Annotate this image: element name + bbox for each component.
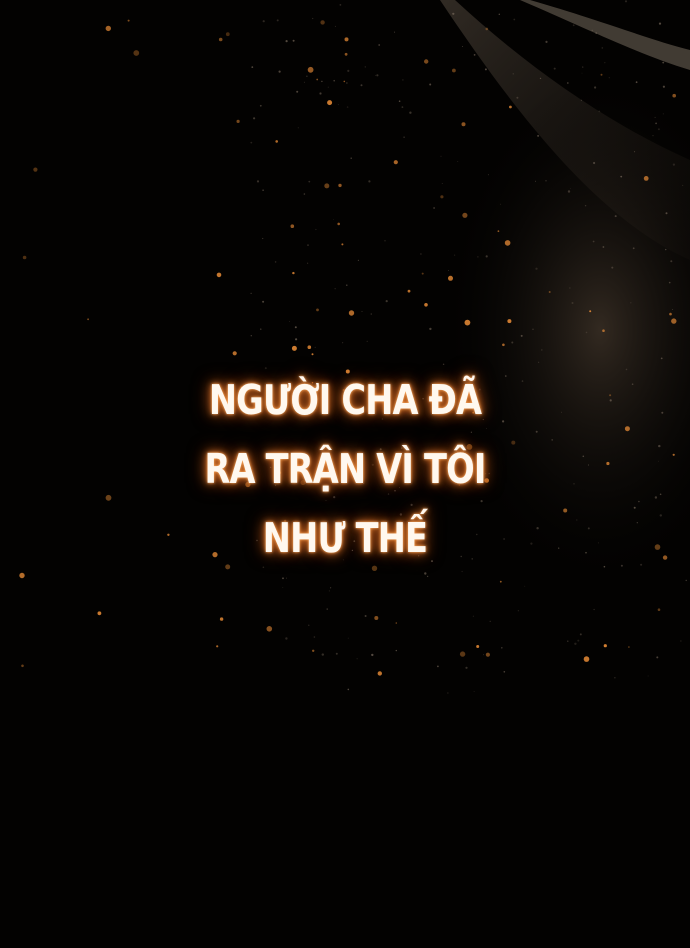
dust-particle bbox=[593, 241, 595, 243]
dust-particle bbox=[535, 268, 537, 270]
ember-particle bbox=[602, 329, 605, 332]
dust-particle bbox=[346, 82, 347, 83]
dust-particle bbox=[602, 47, 604, 49]
dust-particle bbox=[429, 84, 431, 86]
dust-particle bbox=[403, 137, 404, 138]
dust-particle bbox=[558, 548, 559, 549]
dust-particle bbox=[604, 566, 606, 568]
dust-particle bbox=[378, 44, 380, 46]
dust-particle bbox=[574, 483, 575, 484]
ember-particle bbox=[505, 240, 511, 246]
dust-particle bbox=[322, 653, 324, 655]
ember-particle bbox=[216, 645, 218, 647]
ember-particle bbox=[98, 611, 102, 615]
dust-particle bbox=[588, 465, 589, 466]
dust-particle bbox=[661, 358, 663, 360]
ember-particle bbox=[462, 213, 467, 218]
dust-particle bbox=[665, 249, 666, 250]
dust-particle bbox=[409, 112, 411, 114]
ember-particle bbox=[87, 318, 89, 320]
dust-particle bbox=[285, 637, 287, 639]
ember-particle bbox=[502, 344, 505, 347]
ember-particle bbox=[655, 544, 661, 550]
dust-particle bbox=[545, 41, 547, 43]
dust-particle bbox=[540, 78, 541, 79]
dust-particle bbox=[524, 586, 525, 587]
ember-particle bbox=[21, 665, 24, 668]
dust-particle bbox=[658, 445, 660, 447]
dust-particle bbox=[335, 288, 336, 289]
dust-particle bbox=[621, 565, 623, 567]
ember-particle bbox=[476, 645, 479, 648]
dust-particle bbox=[513, 19, 515, 21]
dust-particle bbox=[499, 14, 500, 15]
ember-particle bbox=[422, 273, 424, 275]
ember-particle bbox=[345, 37, 349, 41]
dust-particle bbox=[329, 590, 330, 591]
dust-particle bbox=[583, 456, 585, 458]
ember-particle bbox=[604, 644, 607, 647]
dust-particle bbox=[655, 496, 657, 498]
dust-particle bbox=[279, 71, 281, 73]
ember-particle bbox=[233, 351, 237, 355]
dust-particle bbox=[567, 641, 568, 642]
dust-particle bbox=[304, 82, 305, 83]
ember-particle bbox=[312, 650, 314, 652]
dust-particle bbox=[513, 73, 514, 74]
ember-particle bbox=[19, 573, 24, 578]
dust-particle bbox=[338, 104, 339, 105]
dust-particle bbox=[658, 461, 659, 462]
dust-particle bbox=[518, 610, 519, 611]
dust-particle bbox=[573, 24, 575, 26]
dust-particle bbox=[660, 494, 662, 496]
ember-particle bbox=[408, 290, 411, 293]
ember-particle bbox=[465, 320, 471, 326]
dust-particle bbox=[568, 190, 570, 192]
dust-particle bbox=[574, 643, 576, 645]
dust-particle bbox=[656, 656, 658, 658]
dust-particle bbox=[633, 247, 635, 249]
ember-particle bbox=[324, 183, 329, 188]
dust-particle bbox=[375, 75, 376, 76]
dust-particle bbox=[402, 79, 404, 81]
ember-particle bbox=[549, 291, 551, 293]
ember-particle bbox=[292, 346, 297, 351]
dust-particle bbox=[308, 181, 310, 183]
dust-particle bbox=[626, 369, 628, 371]
dust-particle bbox=[598, 111, 600, 113]
dust-particle bbox=[371, 313, 373, 315]
dust-particle bbox=[347, 106, 349, 108]
dust-particle bbox=[454, 255, 455, 256]
ember-particle bbox=[460, 651, 465, 656]
dust-particle bbox=[535, 181, 536, 182]
ember-particle bbox=[345, 53, 348, 56]
dust-particle bbox=[251, 66, 253, 68]
dust-particle bbox=[614, 677, 615, 678]
ember-particle bbox=[511, 441, 515, 445]
ember-particle bbox=[628, 646, 630, 648]
ember-particle bbox=[167, 534, 169, 536]
dust-particle bbox=[277, 19, 279, 21]
dust-particle bbox=[361, 84, 363, 86]
dust-particle bbox=[532, 329, 533, 330]
dust-particle bbox=[362, 311, 363, 312]
dust-particle bbox=[394, 32, 395, 33]
ember-particle bbox=[507, 319, 511, 323]
dust-particle bbox=[486, 255, 488, 257]
ember-particle bbox=[658, 608, 661, 611]
dust-particle bbox=[289, 321, 290, 322]
dust-particle bbox=[399, 100, 401, 102]
dust-particle bbox=[488, 174, 489, 175]
ember-particle bbox=[669, 313, 672, 316]
dust-particle bbox=[611, 267, 613, 269]
ember-particle bbox=[344, 81, 346, 83]
ember-particle bbox=[341, 243, 343, 245]
dust-particle bbox=[376, 74, 378, 76]
dust-particle bbox=[585, 552, 587, 554]
dust-particle bbox=[603, 246, 605, 248]
ember-particle bbox=[486, 28, 489, 31]
dust-particle bbox=[598, 542, 599, 543]
dust-particle bbox=[462, 46, 463, 47]
ember-particle bbox=[237, 120, 240, 123]
dust-particle bbox=[396, 650, 397, 651]
dust-particle bbox=[251, 293, 252, 294]
ember-particle bbox=[267, 626, 273, 632]
dust-particle bbox=[448, 270, 449, 271]
ember-particle bbox=[320, 20, 324, 24]
dust-particle bbox=[504, 671, 506, 673]
ember-particle bbox=[440, 195, 443, 198]
dust-particle bbox=[593, 162, 595, 164]
dust-particle bbox=[581, 100, 582, 101]
dust-particle bbox=[572, 302, 574, 304]
ember-particle bbox=[644, 176, 649, 181]
dust-particle bbox=[286, 40, 288, 42]
ember-particle bbox=[509, 106, 512, 109]
caption-line-1: NGƯỜI CHA ĐÃ bbox=[208, 376, 482, 424]
ember-particle bbox=[563, 509, 567, 513]
dust-particle bbox=[306, 76, 307, 77]
dust-particle bbox=[567, 82, 569, 84]
ember-particle bbox=[226, 32, 230, 36]
dust-particle bbox=[335, 26, 336, 27]
dust-particle bbox=[660, 514, 662, 516]
dust-particle bbox=[315, 229, 316, 230]
dust-particle bbox=[367, 341, 368, 342]
ember-particle bbox=[349, 310, 354, 315]
dust-particle bbox=[640, 564, 642, 566]
dust-particle bbox=[402, 106, 404, 108]
dust-particle bbox=[490, 621, 491, 622]
dust-particle bbox=[447, 693, 448, 694]
dust-particle bbox=[658, 128, 660, 130]
ember-particle bbox=[308, 67, 314, 73]
ember-particle bbox=[292, 272, 294, 274]
dust-particle bbox=[551, 439, 553, 441]
dust-particle bbox=[586, 332, 588, 334]
dust-particle bbox=[442, 183, 443, 184]
dust-particle bbox=[347, 70, 349, 72]
dust-particle bbox=[260, 105, 262, 107]
dust-particle bbox=[632, 383, 634, 385]
dust-particle bbox=[348, 689, 350, 691]
dust-particle bbox=[250, 142, 252, 144]
dust-particle bbox=[485, 68, 487, 70]
dust-particle bbox=[680, 641, 681, 642]
dust-particle bbox=[333, 80, 335, 82]
dust-particle bbox=[588, 527, 590, 529]
dust-particle bbox=[561, 412, 562, 413]
dust-particle bbox=[286, 578, 287, 579]
dust-particle bbox=[521, 335, 523, 337]
dust-particle bbox=[636, 81, 638, 83]
caption-text bbox=[181, 366, 509, 573]
dust-particle bbox=[307, 244, 309, 246]
ember-particle bbox=[133, 50, 139, 56]
dust-particle bbox=[663, 113, 664, 114]
dust-particle bbox=[594, 86, 596, 88]
dust-particle bbox=[307, 263, 308, 264]
dust-particle bbox=[457, 161, 458, 162]
dust-particle bbox=[569, 287, 570, 288]
dust-particle bbox=[655, 123, 657, 125]
dust-particle bbox=[473, 616, 474, 617]
dust-particle bbox=[330, 587, 331, 588]
dust-particle bbox=[298, 128, 299, 129]
dust-particle bbox=[585, 205, 586, 206]
dust-particle bbox=[348, 638, 349, 639]
ember-particle bbox=[308, 345, 312, 349]
dust-particle bbox=[368, 180, 370, 182]
dust-particle bbox=[336, 653, 338, 655]
ember-particle bbox=[291, 224, 295, 228]
dust-particle bbox=[429, 328, 431, 330]
dust-particle bbox=[545, 180, 547, 182]
ember-particle bbox=[106, 495, 112, 501]
ember-particle bbox=[452, 69, 456, 73]
ember-particle bbox=[396, 622, 398, 624]
dust-particle bbox=[609, 77, 610, 78]
dust-particle bbox=[443, 364, 444, 365]
dust-particle bbox=[437, 666, 439, 668]
dust-particle bbox=[673, 164, 675, 166]
ember-particle bbox=[219, 38, 223, 42]
dust-particle bbox=[615, 215, 617, 217]
dust-particle bbox=[625, 0, 627, 2]
dust-particle bbox=[638, 501, 640, 503]
ember-particle bbox=[424, 303, 428, 307]
dust-particle bbox=[570, 188, 571, 189]
dust-particle bbox=[304, 193, 306, 195]
dust-particle bbox=[655, 117, 656, 118]
ember-particle bbox=[589, 310, 591, 312]
caption-line-2: RA TRẬN VÌ TÔI bbox=[204, 445, 486, 493]
dust-particle bbox=[536, 431, 538, 433]
ember-particle bbox=[33, 168, 37, 172]
ember-particle bbox=[424, 59, 428, 63]
ember-particle bbox=[673, 454, 675, 456]
dust-particle bbox=[263, 20, 265, 22]
dust-particle bbox=[580, 633, 582, 635]
dust-particle bbox=[384, 240, 385, 241]
ember-particle bbox=[606, 462, 609, 465]
ember-particle bbox=[106, 26, 111, 31]
dust-particle bbox=[670, 260, 672, 262]
dust-particle bbox=[686, 580, 687, 581]
dust-particle bbox=[314, 636, 316, 638]
dust-particle bbox=[293, 40, 295, 42]
ember-particle bbox=[394, 160, 398, 164]
dust-particle bbox=[452, 13, 454, 15]
dust-particle bbox=[652, 135, 653, 136]
dust-particle bbox=[433, 207, 435, 209]
dust-particle bbox=[554, 68, 556, 70]
dust-particle bbox=[262, 301, 264, 303]
dust-particle bbox=[358, 260, 359, 261]
ember-particle bbox=[338, 184, 341, 187]
dust-particle bbox=[516, 97, 518, 99]
ember-particle bbox=[316, 79, 318, 81]
ember-particle bbox=[378, 671, 382, 675]
dust-particle bbox=[634, 151, 635, 152]
dust-particle bbox=[577, 640, 579, 642]
ember-particle bbox=[500, 581, 502, 583]
ember-particle bbox=[462, 122, 466, 126]
ember-particle bbox=[498, 230, 500, 232]
dust-particle bbox=[371, 654, 373, 656]
dust-particle bbox=[262, 238, 263, 239]
dust-particle bbox=[594, 609, 595, 610]
dust-particle bbox=[576, 519, 577, 520]
dust-particle bbox=[474, 54, 476, 56]
dust-particle bbox=[530, 543, 532, 545]
dust-particle bbox=[541, 349, 543, 351]
dust-particle bbox=[672, 309, 673, 310]
dust-particle bbox=[477, 256, 478, 257]
dust-particle bbox=[315, 347, 316, 348]
dust-particle bbox=[634, 507, 636, 509]
dust-particle bbox=[682, 185, 683, 186]
ember-particle bbox=[23, 256, 27, 260]
ember-particle bbox=[128, 20, 130, 22]
dust-particle bbox=[312, 18, 313, 19]
dust-particle bbox=[251, 335, 252, 336]
dust-particle bbox=[610, 399, 612, 401]
dust-particle bbox=[592, 30, 593, 31]
dust-particle bbox=[648, 676, 649, 677]
dust-particle bbox=[662, 62, 664, 64]
dust-particle bbox=[522, 380, 524, 382]
dust-particle bbox=[346, 285, 347, 286]
dust-particle bbox=[386, 300, 388, 302]
dust-particle bbox=[296, 91, 298, 93]
dust-particle bbox=[582, 66, 583, 67]
dust-particle bbox=[483, 654, 484, 655]
dust-particle bbox=[538, 362, 539, 363]
ember-particle bbox=[584, 656, 590, 662]
dust-particle bbox=[474, 691, 475, 692]
dust-particle bbox=[661, 412, 663, 414]
dust-particle bbox=[365, 615, 367, 617]
dust-particle bbox=[582, 73, 583, 74]
ember-particle bbox=[374, 616, 378, 620]
dust-particle bbox=[595, 32, 597, 34]
ember-particle bbox=[327, 100, 332, 105]
dust-particle bbox=[295, 326, 297, 328]
dust-particle bbox=[308, 625, 309, 626]
ember-particle bbox=[220, 617, 223, 620]
dust-particle bbox=[321, 81, 322, 82]
ember-particle bbox=[486, 653, 490, 657]
dust-particle bbox=[282, 587, 283, 588]
ember-particle bbox=[625, 426, 630, 431]
ember-particle bbox=[672, 94, 676, 98]
dust-particle bbox=[333, 219, 334, 220]
ember-particle bbox=[217, 273, 222, 278]
dust-particle bbox=[537, 135, 539, 137]
dust-particle bbox=[465, 667, 467, 669]
dust-particle bbox=[427, 576, 428, 577]
ember-particle bbox=[663, 555, 667, 559]
dust-particle bbox=[295, 338, 297, 340]
dust-particle bbox=[663, 86, 665, 88]
dust-particle bbox=[620, 176, 622, 178]
dust-particle bbox=[365, 66, 366, 67]
ember-particle bbox=[609, 394, 611, 396]
dust-particle bbox=[637, 522, 638, 523]
dust-particle bbox=[282, 577, 284, 579]
dust-particle bbox=[441, 156, 442, 157]
dust-particle bbox=[501, 647, 503, 649]
dust-particle bbox=[500, 204, 501, 205]
ember-particle bbox=[316, 309, 319, 312]
dust-particle bbox=[342, 342, 343, 343]
ember-particle bbox=[448, 276, 453, 281]
dust-particle bbox=[511, 342, 513, 344]
dust-particle bbox=[319, 92, 321, 94]
ember-particle bbox=[337, 223, 340, 226]
dust-particle bbox=[536, 527, 538, 529]
dust-particle bbox=[630, 302, 631, 303]
dust-particle bbox=[666, 212, 668, 214]
dust-particle bbox=[605, 62, 606, 63]
caption-line-3: NHƯ THẾ bbox=[262, 514, 428, 562]
dust-particle bbox=[351, 158, 352, 159]
dust-particle bbox=[257, 180, 259, 182]
ember-particle bbox=[312, 353, 314, 355]
dust-particle bbox=[669, 282, 671, 284]
dust-particle bbox=[253, 117, 255, 119]
dust-particle bbox=[327, 608, 328, 609]
dust-particle bbox=[659, 23, 661, 25]
dust-particle bbox=[340, 4, 342, 6]
ember-particle bbox=[671, 318, 676, 323]
dust-particle bbox=[357, 658, 358, 659]
dust-particle bbox=[260, 329, 261, 330]
dust-particle bbox=[262, 189, 264, 191]
dust-particle bbox=[328, 87, 329, 88]
dust-particle bbox=[275, 261, 277, 263]
dust-particle bbox=[420, 253, 422, 255]
ember-particle bbox=[275, 140, 278, 143]
ember-particle bbox=[601, 74, 603, 76]
